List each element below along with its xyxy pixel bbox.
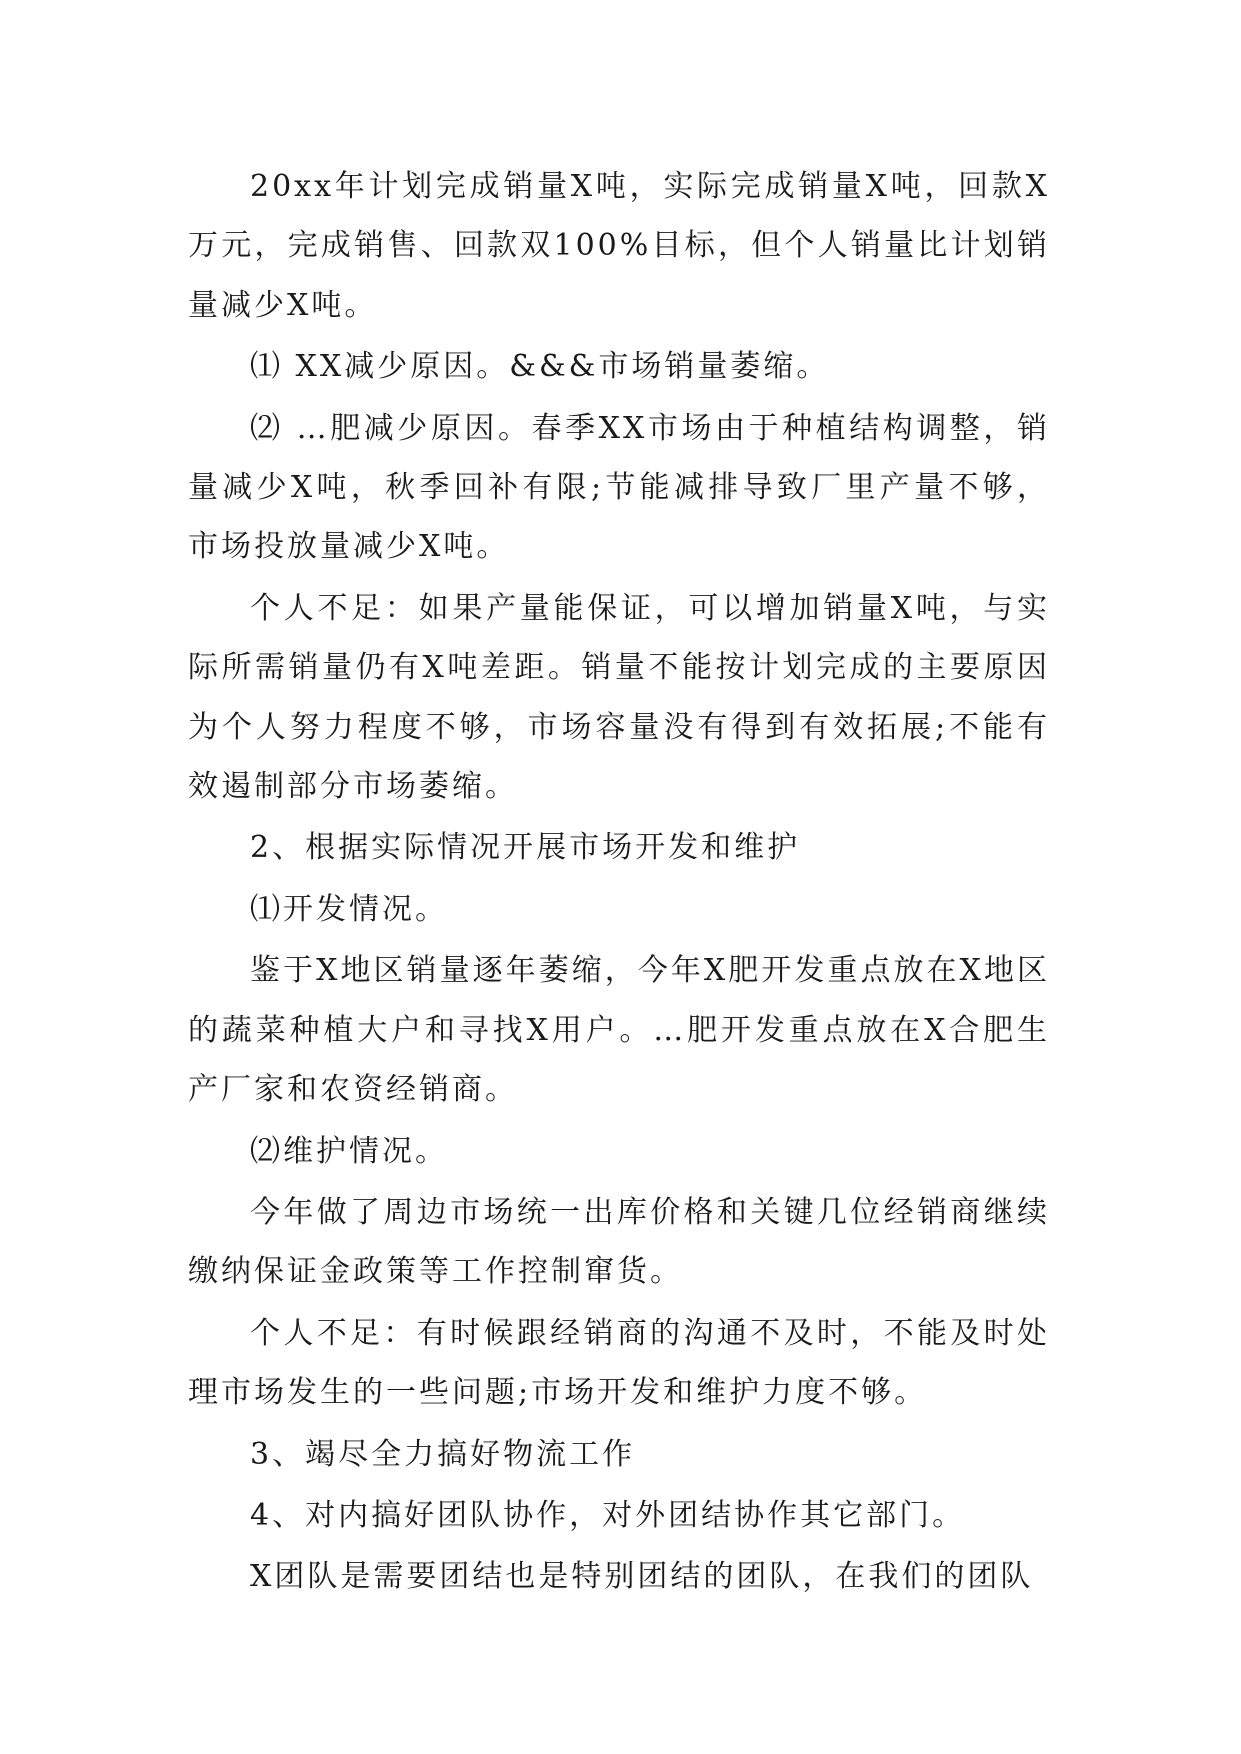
paragraph-reason-1: ⑴ XX减少原因。&&&市场销量萎缩。: [250, 349, 830, 385]
heading-market-development: 2、根据实际情况开展市场开发和维护: [250, 830, 801, 866]
paragraph-reason-2: ⑵ …肥减少原因。春季XX市场由于种植结构调整，销量减少X吨，秋季回补有限;节能减排导致厂里产量不够，市场投放量减少X吨。: [188, 410, 1050, 565]
subheading-maintenance: ⑵维护情况。: [250, 1133, 448, 1169]
paragraph-team: X团队是需要团结也是特别团结的团队，在我们的团队: [250, 1559, 1034, 1595]
subheading-development: ⑴开发情况。: [250, 891, 448, 927]
paragraph-maintenance-detail: 今年做了周边市场统一出库价格和关键几位经销商继续缴纳保证金政策等工作控制窜货。: [188, 1194, 1050, 1290]
heading-logistics: 3、竭尽全力搞好物流工作: [250, 1436, 636, 1472]
paragraph-shortcoming-market: 个人不足：有时候跟经销商的沟通不及时，不能及时处理市场发生的一些问题;市场开发和维护力度不够。: [188, 1315, 1050, 1411]
document-body: [188, 157, 1050, 1609]
paragraph-shortcoming-sales: 个人不足：如果产量能保证，可以增加销量X吨，与实际所需销量仍有X吨差距。销量不能按计划完成的主要原因为个人努力程度不够，市场容量没有得到有效拓展;不能有效遏制部分市场萎缩。: [188, 590, 1050, 805]
paragraph-development-detail: 鉴于X地区销量逐年萎缩，今年X肥开发重点放在X地区的蔬菜种植大户和寻找X用户。…肥开发重点放在X合肥生产厂家和农资经销商。: [188, 953, 1050, 1108]
heading-teamwork: 4、对内搞好团队协作，对外团结协作其它部门。: [250, 1497, 966, 1533]
paragraph-sales-summary: 20xx年计划完成销量X吨，实际完成销量X吨，回款X万元，完成销售、回款双100%目标，但个人销量比计划销量减少X吨。: [188, 169, 1050, 323]
